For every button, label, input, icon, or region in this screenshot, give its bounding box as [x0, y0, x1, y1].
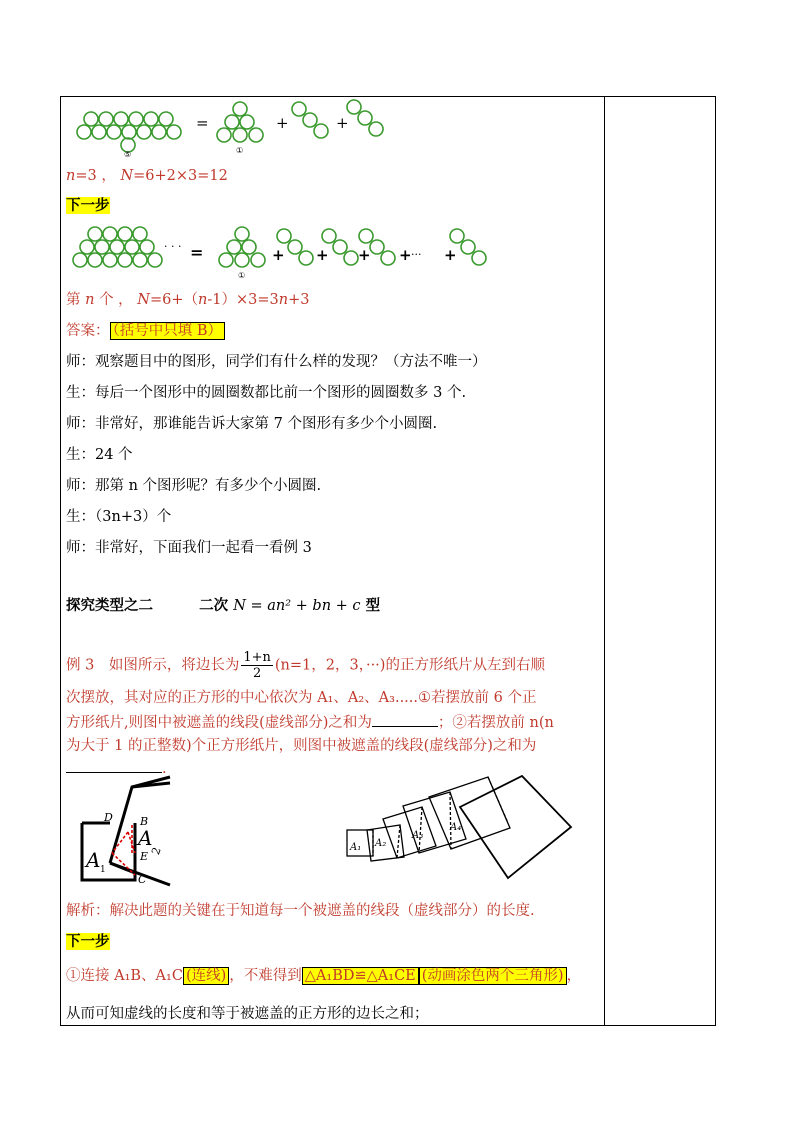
fig1-label-right: ① [236, 146, 244, 155]
label-A2: A [138, 826, 153, 850]
label-A1: A [86, 848, 101, 872]
dialog-line-5: 师：那第 n 个图形呢？有多少个小圆圈. [66, 478, 322, 494]
fig2-plus-3: + [358, 246, 371, 264]
fig1-equals: = [196, 114, 209, 132]
ex3-l5-post: . [162, 761, 167, 777]
fraction-denominator: 2 [252, 666, 262, 681]
step1-line-2: 从而可知虚线的长度和等于被遮盖的正方形的边长之和； [66, 1006, 429, 1022]
step1-post: ， [566, 968, 582, 984]
example3-line-3 [66, 712, 554, 733]
step1-pre: ①连接 A₁B、A₁C [66, 968, 183, 984]
var-n: n [66, 168, 76, 184]
analysis-line: 解析：解决此题的关键在于知道每一个被遮盖的线段（虚线部分）的长度. [66, 903, 535, 919]
fig1-label-left: ⑤ [124, 150, 132, 158]
nth-mid: 个 ， [99, 292, 133, 308]
example3-line-4: 为大于 1 的正整数)个正方形纸片，则图中被遮盖的线段(虚线部分)之和为 [66, 738, 537, 754]
dialog-line-3: 师：非常好，那谁能告诉大家第 7 个图形有多少个小圆圈. [66, 416, 438, 432]
var-N: N [120, 168, 134, 184]
example3-line-1 [66, 650, 545, 681]
label-A2-sub: 2 [149, 845, 164, 857]
step1-box-connect: (连线) [183, 967, 229, 985]
table-column-divider [604, 96, 605, 1026]
nth-pre: 第 [66, 292, 81, 308]
n3-formula: =6+2×3=12 [133, 168, 228, 184]
answer-blank-2[interactable] [66, 758, 162, 773]
fig2-plus-2: + [316, 246, 329, 264]
ex3-l1-pre: 例 3 如图所示，将边长为 [66, 657, 240, 674]
dialog-line-2: 生：每后一个图形中的圆圈数都比前一个图形的圆圈数多 3 个. [66, 385, 467, 401]
fraction-numerator: 1+n [243, 650, 271, 665]
step1-mid: ，不难得到 [229, 968, 302, 984]
fig2-plus-4: + [399, 246, 412, 264]
fig2-dots: · · · [164, 240, 182, 253]
square-label-a3: A₃ [412, 830, 424, 841]
next-step-text-2: 下一步 [66, 933, 110, 950]
nth-var-n2: n [198, 292, 208, 308]
answer-blank-1[interactable] [372, 712, 438, 727]
fig1-plus-2: + [336, 114, 349, 132]
ex3-l1-post: (n=1，2，3，···)的正方形纸片从左到右顺 [274, 657, 545, 674]
ex3-l3-pre: 方形纸片,则图中被遮盖的线段(虚线部分)之和为 [66, 715, 372, 731]
label-D: D [104, 811, 113, 824]
fig2-ellipsis: ··· [411, 248, 422, 261]
n3-rest: =3 ， [75, 168, 116, 184]
fraction [241, 650, 273, 681]
nth-var-n3: n [278, 292, 289, 308]
nth-var-n: n [85, 292, 95, 308]
ex3-l3-post: ；②若摆放前 n(n [437, 715, 554, 731]
answer-line [66, 321, 225, 341]
step1-line [66, 966, 581, 986]
circle-pattern-figure-1 [66, 98, 396, 158]
dialog-line-6: 生：（3n+3）个 [66, 509, 172, 525]
fig2-equals: = [190, 243, 204, 262]
line-nth-figure [66, 290, 309, 310]
next-step-label-1 [66, 196, 110, 216]
nth-formula-c: +3 [288, 292, 310, 308]
circle-pattern-figure-2 [66, 222, 496, 282]
section-subtitle-post: 型 [365, 597, 381, 614]
fig2-plus-1: + [272, 246, 285, 264]
step1-box-congruence: △A₁BD≌△A₁CE [302, 967, 419, 985]
label-E: E [140, 850, 149, 863]
nth-formula-b: -1）×3=3 [207, 292, 279, 308]
example3-line-2: 次摆放，其对应的正方形的中心依次为 A₁、A₂、A₃.....①若摆放前 6 个正 [66, 690, 537, 706]
next-step-text-1: 下一步 [66, 197, 110, 214]
square-overlap-detail-figure [70, 775, 180, 890]
square-label-a2: A₂ [375, 838, 387, 849]
label-A1-sub: 1 [100, 865, 106, 875]
square-label-a1: A₁ [350, 842, 362, 853]
line-n-equals-3 [66, 166, 228, 186]
square-label-a4: A₄ [450, 822, 462, 833]
nth-formula-a: =6+（ [149, 292, 198, 308]
answer-label: 答案： [66, 323, 110, 339]
nth-var-N: N [137, 292, 150, 308]
answer-content: （括号中只填 B） [110, 322, 226, 340]
fig2-plus-5: + [444, 246, 457, 264]
section-title: 探究类型之二 [66, 597, 153, 614]
fig1-plus-1: + [276, 114, 289, 132]
dialog-line-4: 生：24 个 [66, 447, 133, 463]
label-C: C [138, 873, 147, 886]
dialog-line-7: 师：非常好，下面我们一起看一看例 3 [66, 540, 312, 556]
section-formula: N = an² + bn + c [233, 598, 361, 614]
step1-box-animation: (动画涂色两个三角形) [419, 967, 567, 985]
section-heading [66, 596, 380, 616]
fig2-label: ① [238, 271, 246, 280]
squares-sequence-figure [340, 772, 600, 884]
section-subtitle-pre: 二次 [199, 597, 229, 614]
dialog-line-1: 师：观察题目中的图形，同学们有什么样的发现？（方法不唯一） [66, 354, 487, 370]
next-step-label-2 [66, 932, 110, 952]
label-B: B [140, 815, 149, 828]
